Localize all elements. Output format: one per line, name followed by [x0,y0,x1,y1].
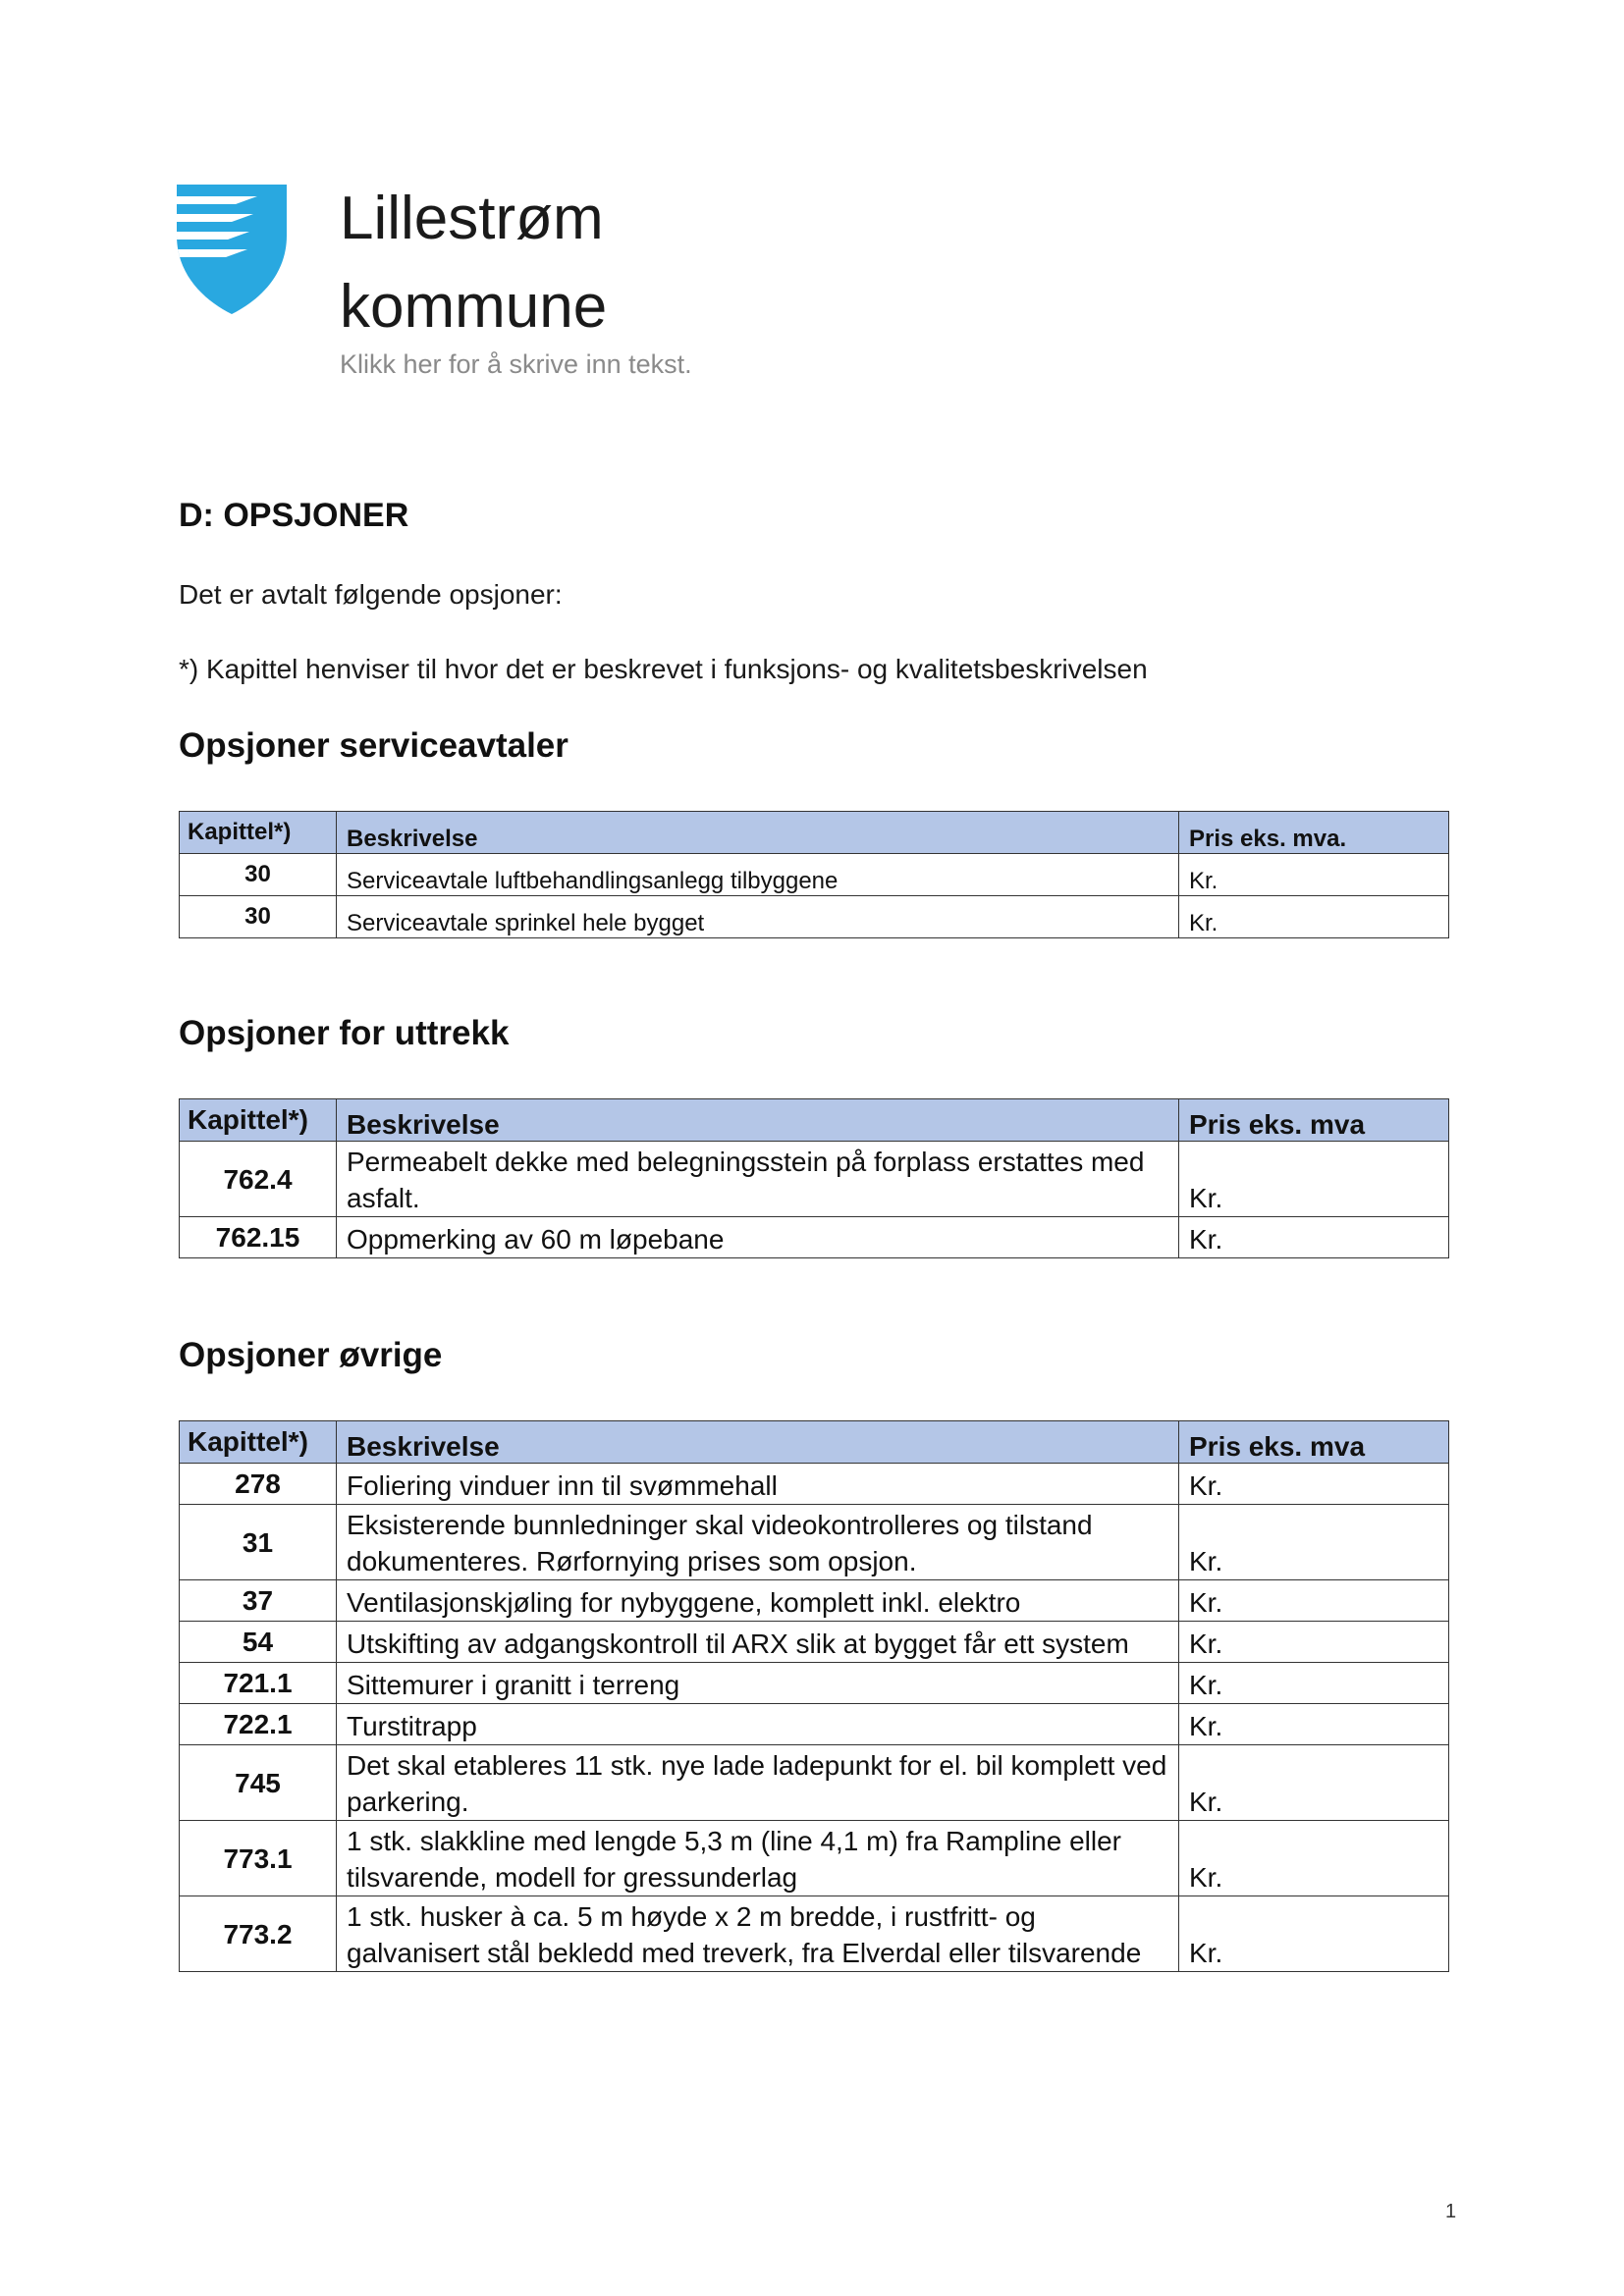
cell-description: Utskifting av adgangskontroll til ARX slik at bygget får ett system [337,1622,1179,1663]
cell-description: Foliering vinduer inn til svømmehall [337,1464,1179,1505]
cell-price: Kr. [1179,1580,1449,1622]
cell-chapter: 773.1 [180,1821,337,1896]
cell-chapter: 722.1 [180,1704,337,1745]
org-name-line1: Lillestrøm [340,185,604,252]
cell-description: 1 stk. slakkline med lengde 5,3 m (line 4,1 m) fra Rampline eller tilsvarende, modell for gressunderlag [337,1821,1179,1896]
cell-price: Kr. [1179,1464,1449,1505]
section-title-withdrawal: Opsjoner for uttrekk [179,1014,510,1052]
header-description: Beskrivelse [337,1421,1179,1464]
cell-chapter: 54 [180,1622,337,1663]
cell-description: Serviceavtale luftbehandlingsanlegg tilbyggene [337,854,1179,896]
table-row [180,1142,1449,1217]
header-chapter: Kapittel*) [180,812,337,854]
table-row [180,1663,1449,1704]
organization-name [340,175,607,351]
table-header-row [180,1099,1449,1142]
cell-description: Turstitrapp [337,1704,1179,1745]
table-row [180,896,1449,938]
table-row [180,1704,1449,1745]
cell-price: Kr. [1179,854,1449,896]
table-row [180,1217,1449,1258]
header-price: Pris eks. mva [1179,1099,1449,1142]
intro-paragraph: Det er avtalt følgende opsjoner: [179,579,563,610]
table-row [180,1580,1449,1622]
cell-chapter: 278 [180,1464,337,1505]
cell-chapter: 762.15 [180,1217,337,1258]
cell-price: Kr. [1179,1142,1449,1217]
cell-price: Kr. [1179,1821,1449,1896]
other-options-table [179,1420,1449,1972]
table-row [180,1821,1449,1896]
cell-description: Ventilasjonskjøling for nybyggene, komplett inkl. elektro [337,1580,1179,1622]
cell-chapter: 30 [180,854,337,896]
cell-description: Permeabelt dekke med belegningsstein på forplass erstattes med asfalt. [337,1142,1179,1217]
cell-chapter: 31 [180,1505,337,1580]
cell-chapter: 773.2 [180,1896,337,1972]
table-row [180,1745,1449,1821]
org-name-line2: kommune [340,273,608,341]
chapter-note: *) Kapittel henviser til hvor det er beskrevet i funksjons- og kvalitetsbeskrivelsen [179,654,1148,684]
service-options-table [179,811,1449,938]
table-row [180,854,1449,896]
page-title: D: OPSJONER [179,497,409,534]
table-row [180,1896,1449,1972]
lillestrom-shield-logo-icon [177,185,287,314]
withdrawal-options-table [179,1098,1449,1258]
table-row [180,1464,1449,1505]
header-price: Pris eks. mva. [1179,812,1449,854]
cell-price: Kr. [1179,1217,1449,1258]
cell-price: Kr. [1179,1663,1449,1704]
header-chapter: Kapittel*) [180,1099,337,1142]
cell-chapter: 37 [180,1580,337,1622]
page-number: 1 [1445,2201,1457,2222]
table-row [180,1622,1449,1663]
cell-price: Kr. [1179,1505,1449,1580]
header-description: Beskrivelse [337,812,1179,854]
cell-chapter: 30 [180,896,337,938]
cell-description: Serviceavtale sprinkel hele bygget [337,896,1179,938]
cell-price: Kr. [1179,1622,1449,1663]
table-header-row [180,812,1449,854]
cell-price: Kr. [1179,1745,1449,1821]
cell-chapter: 721.1 [180,1663,337,1704]
header-price: Pris eks. mva [1179,1421,1449,1464]
table-header-row [180,1421,1449,1464]
cell-chapter: 745 [180,1745,337,1821]
section-title-other: Opsjoner øvrige [179,1336,443,1374]
text-placeholder-field[interactable]: Klikk her for å skrive inn tekst. [340,349,692,379]
header-description: Beskrivelse [337,1099,1179,1142]
table-row [180,1505,1449,1580]
cell-price: Kr. [1179,896,1449,938]
cell-chapter: 762.4 [180,1142,337,1217]
cell-price: Kr. [1179,1896,1449,1972]
cell-description: Sittemurer i granitt i terreng [337,1663,1179,1704]
section-title-service: Opsjoner serviceavtaler [179,726,568,765]
cell-description: Oppmerking av 60 m løpebane [337,1217,1179,1258]
cell-description: Det skal etableres 11 stk. nye lade ladepunkt for el. bil komplett ved parkering. [337,1745,1179,1821]
cell-description: Eksisterende bunnledninger skal videokontrolleres og tilstand dokumenteres. Rørfornying prises som opsjon. [337,1505,1179,1580]
header-chapter: Kapittel*) [180,1421,337,1464]
cell-price: Kr. [1179,1704,1449,1745]
cell-description: 1 stk. husker à ca. 5 m høyde x 2 m bredde, i rustfritt- og galvanisert stål bekledd med treverk, fra Elverdal eller tilsvarende [337,1896,1179,1972]
